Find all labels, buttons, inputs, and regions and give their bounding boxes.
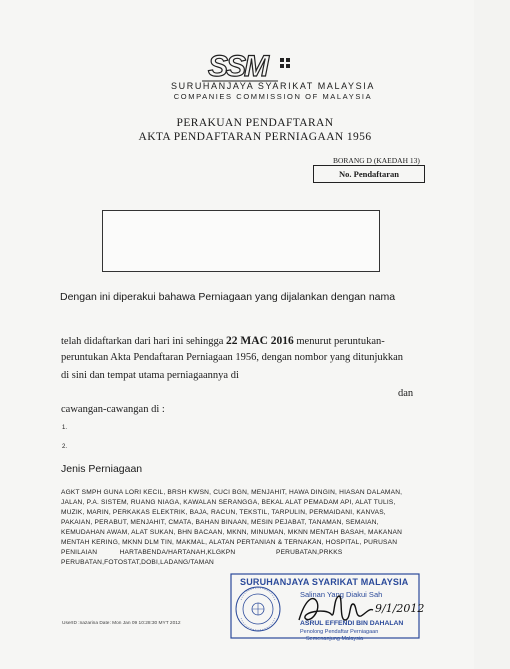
form-reference: BORANG D (KAEDAH 13) xyxy=(333,156,420,165)
business-type-line: MENTAH KERING, MKNN DLM TIN, MAKMAL, ALATAN PERTANIAN & TERNAKAN, HOSPITAL, PURUSAN xyxy=(61,539,398,546)
redacted-business-name-box xyxy=(102,210,380,272)
act-provision-line: peruntukan Akta Pendaftaran Perniagaan 1956, dengan nombor yang ditunjukkan xyxy=(61,352,404,363)
stamp-officer-role: Penolong Pendaftar Perniagaan xyxy=(300,629,379,635)
registration-text-a: telah didaftarkan dari hari ini sehingga xyxy=(61,336,224,347)
signature-icon xyxy=(295,590,425,630)
stamp-subtitle: Salinan Yang Diakui Sah xyxy=(300,590,383,599)
stamp-title: SURUHANJAYA SYARIKAT MALAYSIA xyxy=(240,577,409,587)
stamp-officer-region: Semenanjung Malaysia xyxy=(306,636,364,642)
ssm-logo xyxy=(200,50,300,84)
business-type-line: AGKT SMPH GUNA LORI KECIL, BRSH KWSN, CUCI BGN, MENJAHIT, HAWA DINGIN, HIASAN DALAMAN, xyxy=(61,489,403,496)
org-name-english: COMPANIES COMMISSION OF MALAYSIA xyxy=(173,92,373,101)
stamp-officer-name: ASRUL EFFENDI BIN DAHALAN xyxy=(300,620,404,627)
official-seal-icon xyxy=(233,584,283,634)
business-type-line: PAKAIAN, PERABUT, MENJAHIT, CMATA, BAHAN BINAAN, MESIN PEJABAT, TANAMAN, SEMAIAN, xyxy=(61,519,379,526)
certification-statement: Dengan ini diperakui bahawa Perniagaan yang dijalankan dengan nama xyxy=(60,291,396,303)
handwritten-date: 9/1/2012 xyxy=(375,602,425,615)
business-type-label: Jenis Perniagaan xyxy=(61,463,143,475)
svg-text:SSM: SSM xyxy=(208,50,268,83)
business-type-list xyxy=(61,488,421,568)
principal-place-line: di sini dan tempat utama perniagaannya di xyxy=(61,370,239,381)
registration-text-b: menurut peruntukan- xyxy=(296,336,385,347)
business-type-line: JALAN, P.A. SISTEM, RUANG NIAGA, KAWALAN SERANGGA, BEKAL ALAT PEMADAM API, ALAT TULIS, xyxy=(61,499,396,506)
registration-period-line xyxy=(61,335,385,347)
branch-item-1: 1. xyxy=(62,425,68,431)
org-name: SURUHANJAYA SYARIKAT MALAYSIA xyxy=(171,81,375,91)
system-footer: UserID :nazarina Date: Mon Jan 09 10:28:30 MYT 2012 xyxy=(62,621,181,626)
business-type-line: KEMUDAHAN AWAM, ALAT SUKAN, BHN BACAAN, MKNN, MINUMAN, MKNN MENTAH BASAH, MAKANAN xyxy=(61,529,403,536)
registration-number-box: No. Pendaftaran xyxy=(313,165,425,183)
act-title: AKTA PENDAFTARAN PERNIAGAAN 1956 xyxy=(138,131,372,143)
business-type-line: PENILAIAN HARTABENDA/HARTANAH,KLGKPN PERUBATAN,PRKKS xyxy=(61,549,343,556)
and-word: dan xyxy=(398,388,414,399)
certificate-title: PERAKUAN PENDAFTARAN xyxy=(176,117,334,129)
business-type-line: PERUBATAN,FOTOSTAT,DOBI,LADANG/TAMAN xyxy=(61,559,215,566)
expiry-date: 22 MAC 2016 xyxy=(226,335,294,347)
branches-label: cawangan-cawangan di : xyxy=(61,404,165,415)
business-type-line: MUZIK, MARIN, PERKAKAS ELEKTRIK, BAJA, RACUN, TEKSTIL, TARPULIN, PERMAIDANI, KANVAS, xyxy=(61,509,386,516)
branch-item-2: 2. xyxy=(62,444,68,450)
